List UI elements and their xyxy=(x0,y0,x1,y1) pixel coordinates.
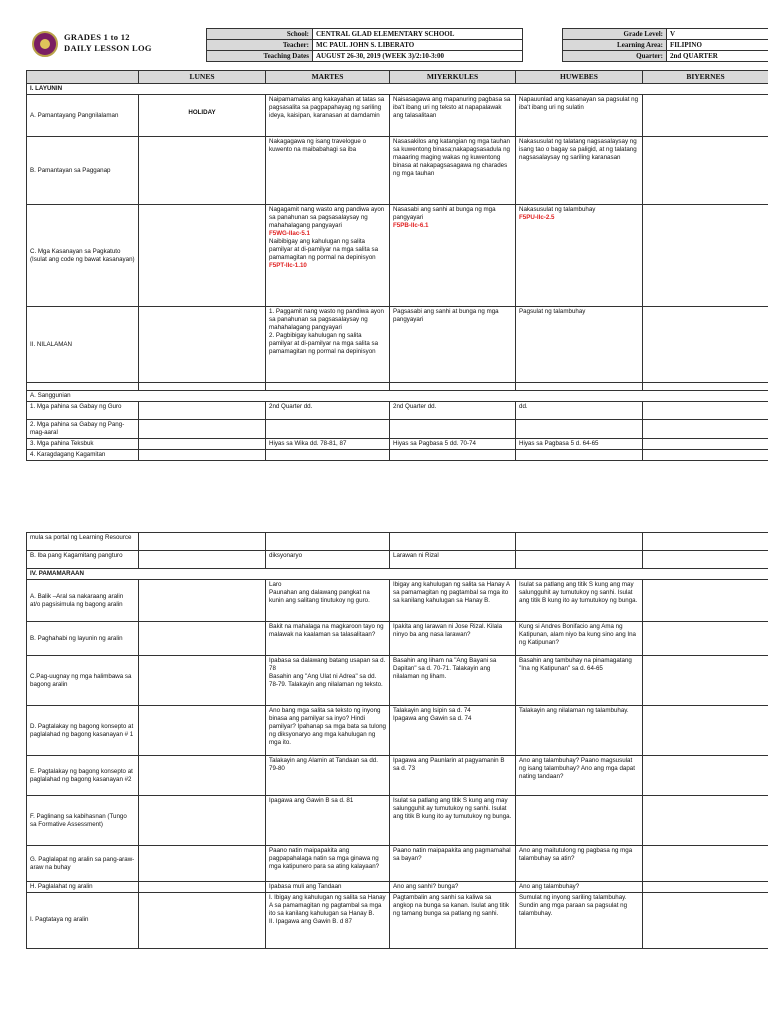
learning-area-value: FILIPINO xyxy=(667,40,768,51)
row-label: H. Paglalahat ng aralin xyxy=(27,882,139,893)
row-label: B. Iba pang Kagamitang pangturo xyxy=(27,551,139,569)
quarter-label: Quarter: xyxy=(563,51,667,62)
row-label: E. Pagtalakay ng bagong konsepto at paglalahad ng bagong kasanayan #2 xyxy=(27,756,139,796)
table-row: II. NILALAMAN 1. Paggamit nang wasto ng pandiwa ayon sa panahunan sa pagsasalaysay ng mahahalagang pangyayari 2. Pagbibigay kahulugan ng salita pamilyar at di-pamilyar na mga salita sa pamamagitan ng pormal na depinisyon Pagsasabi ang sanhi at bunga ng mga pangyayari Pagsulat ng talambuhay xyxy=(27,307,768,383)
table-row xyxy=(27,449,768,460)
table-row: 1. Mga pahina sa Gabay ng Guro 2nd Quarter dd. 2nd Quarter dd. dd. xyxy=(27,401,768,419)
row-label: II. NILALAMAN xyxy=(27,307,139,383)
table-row xyxy=(27,419,768,438)
grade-level-label: Grade Level: xyxy=(563,29,667,40)
row-label: mula sa portal ng Learning Resource xyxy=(27,533,139,551)
title-line-2: DAILY LESSON LOG xyxy=(64,43,152,54)
deped-seal-icon xyxy=(32,31,58,57)
learning-area-label: Learning Area: xyxy=(563,40,667,51)
row-label: F. Paglinang sa kabihasnan (Tungo sa Formative Assessment) xyxy=(27,796,139,846)
competency-code: F5WG-IIac-5.1 xyxy=(269,229,310,237)
table-row xyxy=(27,391,768,402)
section-pamamaraan: IV. PAMAMARAAN xyxy=(27,569,768,580)
table-row: D. Pagtalakay ng bagong konsepto at paglalahad ng bagong kasanayan # 1 Ano bang mga salita sa teksto ng inyong binasa ang pamilyar sa inyo? Hindi pamilyar? Ipahanap sa mga bata sa tulong ng diksyonaryo ang mga kahulugan ng mga ito. Talakayin ang Isipin sa d. 74 Ipagawa ang Gawin sa d. 74 Talakayin ang nilalaman ng talambuhay. xyxy=(27,706,768,756)
row-label: D. Pagtalakay ng bagong konsepto at paglalahad ng bagong kasanayan # 1 xyxy=(27,706,139,756)
table-row: G. Paglalapat ng aralin sa pang-araw-araw na buhay Paano natin maipapakita ang pagpapahalaga natin sa mga ginawa ng mga katipunero para sa ating kalayaan? Paano natin maipapakita ang pagmamahal sa bayan? Ano ang maitutulong ng pagbasa ng mga talambuhay sa atin? xyxy=(27,846,768,882)
lesson-table-page-1 xyxy=(26,70,768,461)
table-row: F. Paglinang sa kabihasnan (Tungo sa Formative Assessment) Ipagawa ang Gawin B sa d. 81 Isulat sa patlang ang titik S kung ang may salungguhit ay tumutukoy ng sanhi. Isulat ang titik B kung ito ay tumutukoy ng bunga. xyxy=(27,796,768,846)
grade-level-value: V xyxy=(667,29,768,40)
competency-code: F5PU-IIc-2.5 xyxy=(519,213,555,221)
table-row: C.Pag-uugnay ng mga halimbawa sa bagong aralin Ipabasa sa dalawang batang usapan sa d. 78 Basahin ang "Ang Ulat ni Adrea" sa dd. 78-79. Talakayin ang nilalaman ng teksto. Basahin ang liham na "Ang Bayani sa Dapitan" sa d. 70-71. Talakayin ang nilalaman ng liham. Basahin ang tambuhay na pinamagatang "Ina ng Katipunan" sa d. 64-65 xyxy=(27,656,768,706)
day-lunes: LUNES xyxy=(139,71,266,84)
table-row: B. Iba pang Kagamitang pangturo diksyonaryo Larawan ni Rizal xyxy=(27,551,768,569)
table-row: B. Paghahabi ng layunin ng aralin Bakit na mahalaga na magkaroon tayo ng malawak na kaalaman sa talasalitaan? Ipakita ang larawan ni Jose Rizal. Kilala ninyo ba ang nasa larawan? Kung si Andres Bonifacio ang Ama ng Katipunan, alam niyo ba kung sino ang Ina ng Katipunan? xyxy=(27,622,768,656)
row-label: G. Paglalapat ng aralin sa pang-araw-araw na buhay xyxy=(27,846,139,882)
table-row: H. Paglalahat ng aralin Ipabasa muli ang Tandaan Ano ang sanhi? bunga? Ano ang talambuhay? xyxy=(27,882,768,893)
row-label: C.Pag-uugnay ng mga halimbawa sa bagong aralin xyxy=(27,656,139,706)
table-row: 3. Mga pahina Teksbuk Hiyas sa Wika dd. 78-81, 87 Hiyas sa Pagbasa 5 dd. 70-74 Hiyas sa Pagbasa 5 d. 64-65 xyxy=(27,438,768,449)
day-huwebes: HUWEBES xyxy=(516,71,643,84)
competency-code: F5PB-IIc-6.1 xyxy=(393,221,429,229)
day-header-row xyxy=(27,71,768,84)
table-row xyxy=(27,533,768,551)
row-label: 3. Mga pahina Teksbuk xyxy=(27,438,139,449)
teaching-dates-value: AUGUST 26-30, 2019 (WEEK 3)/2:10-3:00 xyxy=(313,51,523,62)
row-label: B. Paghahabi ng layunin ng aralin xyxy=(27,622,139,656)
row-label: 4. Karagdagang Kagamitan xyxy=(27,449,139,460)
school-label: School: xyxy=(207,29,313,40)
lesson-table-page-2 xyxy=(26,532,768,949)
row-label: 2. Mga pahina sa Gabay ng Pang-mag-aaral xyxy=(27,419,139,438)
table-row: A. Balik –Aral sa nakaraang aralin at/o pagsisimula ng bagong aralin Laro Paunahan ang dalawang pangkat na kunin ang salitang tinutukoy ng guro. Ibigay ang kahulugan ng salita sa Hanay A sa pamamagitan ng pagtambal sa mga ito sa kanilang kahulugan sa Hanay B. Isulat sa patlang ang titik S kung ang may salungguhit ay tumutukoy ng sanhi. Isulat ang titik B kung ito ay tumutukoy ng bunga. xyxy=(27,580,768,622)
table-row: B. Pamantayan sa Pagganap Nakagagawa ng isang travelogue o kuwento na maibabahagi sa iba Nasasakilos ang katangian ng mga tauhan sa kuwentong binasa;nakapagsasadula ng maaaring maging wakas ng kuwentong binasa at nakapagsasagawa ng charades ng mga tauhan Nakasusulat ng talatang nagsasalaysay ng isang tao o bagay sa paligid, at ng talatang nagsasalaysay ng sariling karanasan xyxy=(27,137,768,205)
section-layunin: I. LAYUNIN xyxy=(27,84,768,95)
teacher-value: MC PAUL JOHN S. LIBERATO xyxy=(313,40,523,51)
lesson-log-header xyxy=(26,28,768,66)
row-label: B. Pamantayan sa Pagganap xyxy=(27,137,139,205)
holiday-label: HOLIDAY xyxy=(139,95,266,137)
school-value: CENTRAL GLAD ELEMENTARY SCHOOL xyxy=(313,29,523,40)
quarter-value: 2nd QUARTER xyxy=(667,51,768,62)
row-label: A. Balik –Aral sa nakaraang aralin at/o pagsisimula ng bagong aralin xyxy=(27,580,139,622)
teaching-dates-label: Teaching Dates xyxy=(207,51,313,62)
table-row xyxy=(27,383,768,391)
sanggunian-label: A. Sanggunian xyxy=(27,391,768,402)
header-info-table xyxy=(206,28,768,62)
day-miyerkules: MIYERKULES xyxy=(390,71,516,84)
row-label: C. Mga Kasanayan sa Pagkatuto (Isulat ang code ng bawat kasanayan) xyxy=(27,205,139,307)
title-line-1: GRADES 1 to 12 xyxy=(64,32,130,42)
day-martes: MARTES xyxy=(266,71,390,84)
competency-code: F5PT-IIc-1.10 xyxy=(269,261,307,269)
day-biyernes: BIYERNES xyxy=(643,71,768,84)
table-row: A. Pamantayang Pangnilalaman HOLIDAY Naipamamalas ang kakayahan at tatas sa pagsasalita sa pagpapahayag ng sariling ideya, kaisipan, karanasan at damdamin Naisasagawa ang mapanuring pagbasa sa iba't ibang uri ng teksto at napapalawak ang talasalitaan Napauunlad ang kasanayan sa pagsulat ng iba't ibang uri ng sulatin xyxy=(27,95,768,137)
table-row: E. Pagtalakay ng bagong konsepto at paglalahad ng bagong kasanayan #2 Talakayin ang Alamin at Tandaan sa dd. 79-80 Ipagawa ang Paunlarin at pagyamanin B sa d. 73 Ano ang talambuhay? Paano magsusulat ng isang talambuhay? Ano ang mga dapat nating tandaan? xyxy=(27,756,768,796)
header-title xyxy=(64,32,152,55)
row-label: A. Pamantayang Pangnilalaman xyxy=(27,95,139,137)
row-label: 1. Mga pahina sa Gabay ng Guro xyxy=(27,401,139,419)
row-label: I. Pagtataya ng aralin xyxy=(27,892,139,948)
table-row: C. Mga Kasanayan sa Pagkatuto (Isulat ang code ng bawat kasanayan) Nagagamit nang wasto ang pandiwa ayon sa panahunan sa pagsasalaysay ng mahahalagang pangyayari F5WG-IIac-5.1 Naibibigay ang kahulugan ng salita pamilyar at di-pamilyar na mga salita sa pamamagitan ng pormal na depinisyon F5PT-IIc-1.10 Nasasabi ang sanhi at bunga ng mga pangyayari F5PB-IIc-6.1 Nakasusulat ng talambuhay F5PU-IIc-2.5 xyxy=(27,205,768,307)
table-row: I. Pagtataya ng aralin I. Ibigay ang kahulugan ng salita sa Hanay A sa pamamagitan ng pagtambal sa mga ito sa kanilang kahulugan sa Hanay B. II. Ipagawa ang Gawin B. d 87 Pagtambalin ang sanhi sa kaliwa sa angkop na bunga sa kanan. Isulat ang titik ng tamang bunga sa patlang ng sanhi. Sumulat ng inyong sariling talambuhay. Sundin ang mga paraan sa pagsulat ng talambuhay. xyxy=(27,892,768,948)
teacher-label: Teacher: xyxy=(207,40,313,51)
